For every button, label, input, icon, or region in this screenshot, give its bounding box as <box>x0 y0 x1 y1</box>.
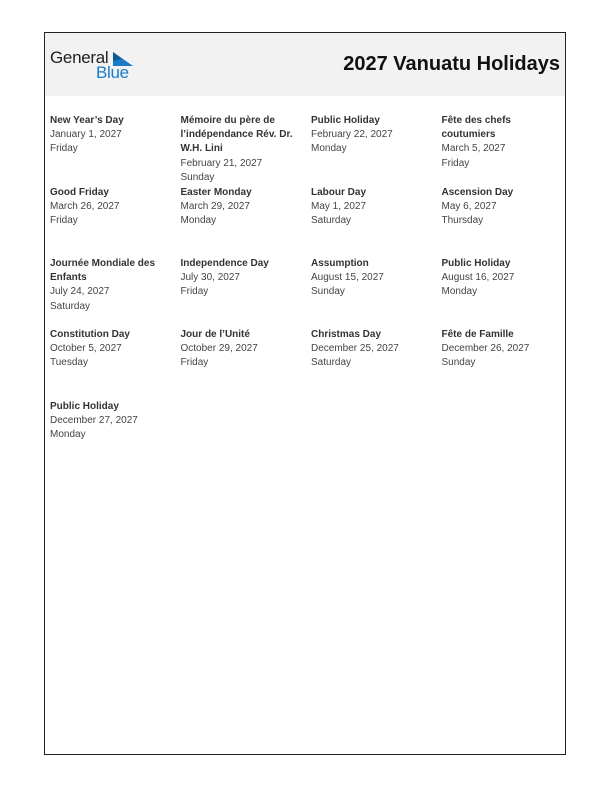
holiday-item <box>442 114 532 171</box>
holiday-item <box>311 328 435 371</box>
holiday-date: February 22, 2027 <box>311 129 393 141</box>
holiday-weekday: Sunday <box>441 357 476 369</box>
holiday-item <box>311 257 435 300</box>
holiday-name: Public Holiday <box>311 115 380 126</box>
holiday-item <box>181 257 305 300</box>
holiday-name: Christmas Day <box>311 329 382 340</box>
holiday-weekday: Sunday <box>180 171 215 183</box>
holiday-date: October 29, 2027 <box>180 343 258 355</box>
holiday-name: Mémoire du père de l’indépendance Rév. Dr. W.H. Lini <box>180 115 293 155</box>
holiday-name: Fête des chefs coutumiers <box>441 115 511 141</box>
holiday-weekday: Monday <box>441 286 478 298</box>
holiday-date: March 26, 2027 <box>50 201 120 213</box>
holiday-date: December 26, 2027 <box>441 343 530 355</box>
holiday-weekday: Tuesday <box>50 357 88 369</box>
holiday-weekday: Friday <box>50 215 78 227</box>
holiday-weekday: Thursday <box>441 215 484 227</box>
holiday-date: January 1, 2027 <box>50 129 122 141</box>
holiday-weekday: Friday <box>180 286 209 298</box>
holiday-date: July 30, 2027 <box>180 272 240 284</box>
generalblue-logo <box>50 48 140 88</box>
holiday-weekday: Monday <box>180 215 217 227</box>
holiday-date: August 16, 2027 <box>441 272 515 284</box>
holiday-name: Public Holiday <box>441 258 511 269</box>
holiday-weekday: Friday <box>50 143 78 155</box>
holiday-name: Constitution Day <box>50 329 130 340</box>
holiday-name: Public Holiday <box>50 401 119 412</box>
holiday-name: Labour Day <box>311 187 367 198</box>
page-title: 2027 Vanuatu Holidays <box>343 53 560 75</box>
logo-blue-text: Blue <box>96 63 129 82</box>
holiday-date: December 25, 2027 <box>311 343 399 355</box>
holiday-name: Independence Day <box>180 258 269 269</box>
holiday-weekday: Sunday <box>311 286 345 298</box>
holiday-name: Jour de l’Unité <box>180 329 250 340</box>
holiday-name: Fête de Famille <box>441 329 514 340</box>
holiday-weekday: Monday <box>50 429 86 441</box>
holiday-item <box>311 114 435 157</box>
holiday-date: May 1, 2027 <box>311 201 367 213</box>
holiday-item <box>442 257 566 300</box>
holiday-weekday: Saturday <box>311 215 352 227</box>
holiday-weekday: Friday <box>180 357 209 369</box>
holiday-weekday: Saturday <box>50 300 91 312</box>
holiday-date: March 29, 2027 <box>180 201 250 213</box>
holiday-name: Ascension Day <box>441 187 514 198</box>
holiday-item <box>50 400 174 443</box>
holiday-name: Easter Monday <box>180 187 252 198</box>
holiday-name: Journée Mondiale des Enfants <box>50 258 156 284</box>
holiday-item <box>50 328 174 371</box>
header <box>45 33 565 96</box>
holiday-date: August 15, 2027 <box>311 272 384 284</box>
holiday-date: February 21, 2027 <box>180 157 263 169</box>
logo-general-text: General <box>50 48 109 67</box>
holiday-name: Assumption <box>311 258 369 269</box>
holiday-weekday: Monday <box>311 143 347 155</box>
holiday-item <box>181 186 305 229</box>
holiday-item <box>50 257 162 314</box>
holiday-item <box>442 186 566 229</box>
holiday-name: New Year’s Day <box>50 115 124 126</box>
holiday-date: October 5, 2027 <box>50 343 122 355</box>
holiday-item <box>50 186 174 229</box>
holiday-date: July 24, 2027 <box>50 286 110 298</box>
holiday-weekday: Saturday <box>311 357 352 369</box>
holiday-date: May 6, 2027 <box>441 201 497 213</box>
holiday-item <box>442 328 566 371</box>
holiday-item <box>181 114 303 185</box>
holiday-date: March 5, 2027 <box>441 143 506 155</box>
holiday-name: Good Friday <box>50 187 109 198</box>
holiday-weekday: Friday <box>441 157 470 169</box>
holiday-item <box>50 114 174 157</box>
holiday-item <box>181 328 305 371</box>
holiday-date: December 27, 2027 <box>50 415 138 427</box>
holiday-item <box>311 186 435 229</box>
